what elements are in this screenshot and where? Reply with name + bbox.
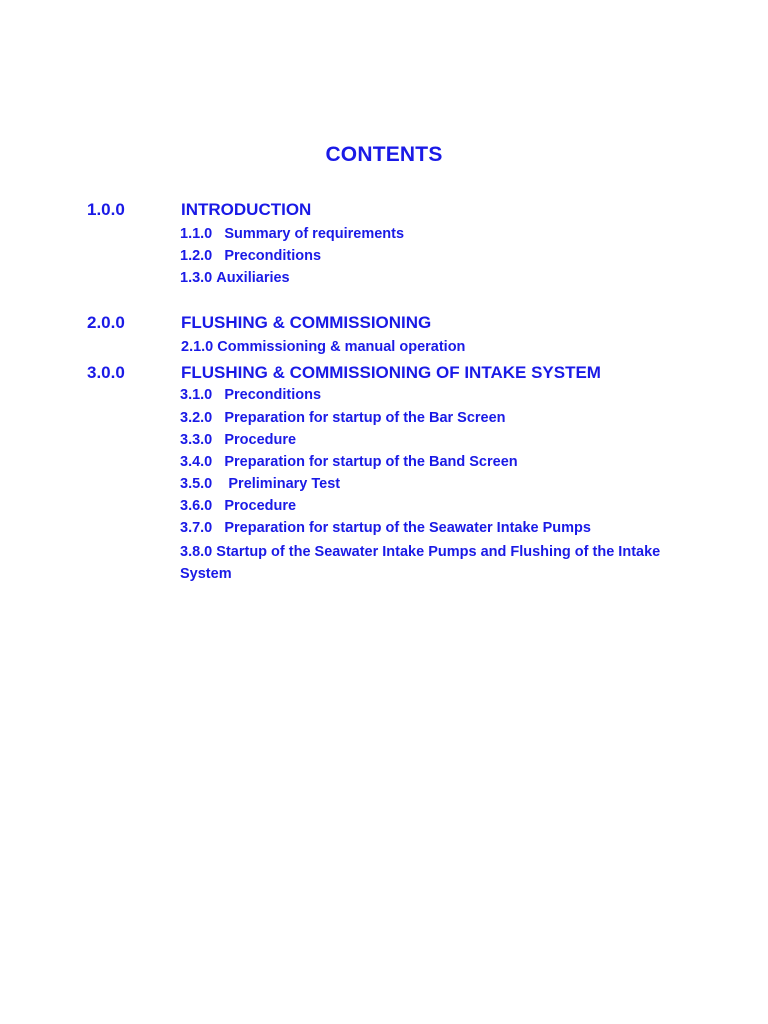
item-number: 1.2.0 <box>180 248 213 264</box>
toc-item <box>180 432 296 448</box>
item-number: 3.5.0 <box>180 476 213 492</box>
item-label: Preconditions <box>224 248 322 264</box>
section-number: 2.0.0 <box>87 313 125 332</box>
item-label: Preparation for startup of the Band Screen <box>224 454 518 470</box>
toc-item <box>180 226 404 242</box>
toc-item <box>180 248 321 264</box>
toc-item <box>180 476 340 492</box>
item-number: 3.7.0 <box>180 520 213 536</box>
item-number: 3.4.0 <box>180 454 213 470</box>
item-number: 3.2.0 <box>180 410 213 426</box>
item-label: Commissioning & manual operation <box>217 339 466 355</box>
item-number: 3.6.0 <box>180 498 213 514</box>
item-label: Preconditions <box>224 387 322 403</box>
toc-item <box>180 498 296 514</box>
toc-item <box>180 454 518 470</box>
section-title: FLUSHING & COMMISSIONING OF INTAKE SYSTEM <box>181 363 601 382</box>
item-number: 1.3.0 <box>180 270 213 286</box>
section-title: INTRODUCTION <box>181 200 312 219</box>
toc-item <box>180 410 506 426</box>
item-number: 3.8.0 <box>180 544 213 560</box>
item-number: 3.1.0 <box>180 387 213 403</box>
item-number: 2.1.0 <box>181 339 214 355</box>
section-title: FLUSHING & COMMISSIONING <box>181 313 432 332</box>
item-label: Preparation for startup of the Seawater Intake Pumps <box>224 520 591 536</box>
item-number: 1.1.0 <box>180 226 213 242</box>
toc-item <box>181 339 465 355</box>
page-title: CONTENTS <box>325 143 443 166</box>
item-label: Procedure <box>224 498 297 514</box>
item-label: Summary of requirements <box>224 226 405 242</box>
toc-item <box>180 387 321 403</box>
toc-item <box>180 520 591 536</box>
section-number: 3.0.0 <box>87 363 125 382</box>
item-number: 3.3.0 <box>180 432 213 448</box>
item-label: Procedure <box>224 432 297 448</box>
toc-item <box>180 541 670 585</box>
item-label: Auxiliaries <box>216 270 290 286</box>
toc-item <box>180 270 290 286</box>
item-label: Preliminary Test <box>228 476 341 492</box>
item-label: Startup of the Seawater Intake Pumps and Flushing of the Intake System <box>180 544 661 582</box>
section-number: 1.0.0 <box>87 200 125 219</box>
item-label: Preparation for startup of the Bar Screen <box>224 410 506 426</box>
